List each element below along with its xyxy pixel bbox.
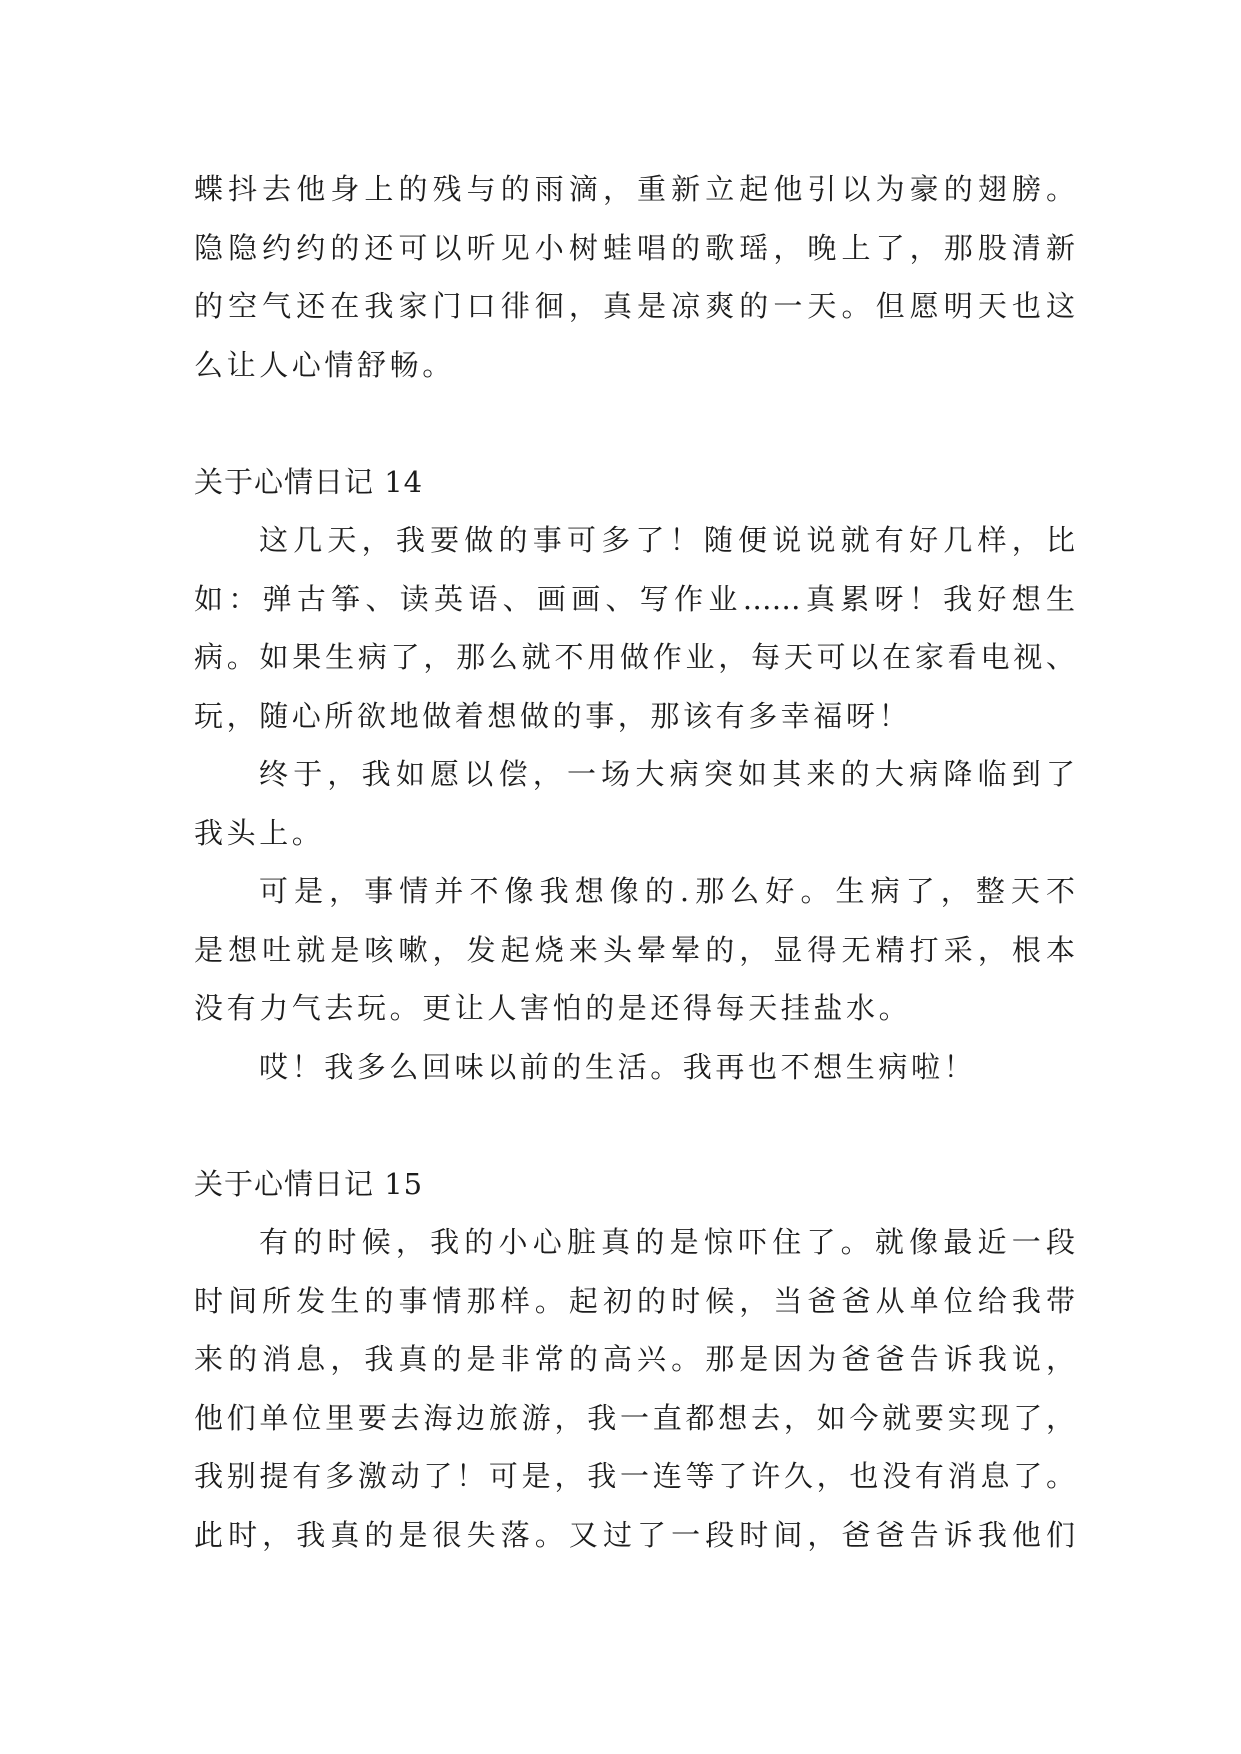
section-heading: 关于心情日记 14 [194,464,424,499]
paragraph [194,862,1075,1038]
text-line: 么让人心情舒畅。 [194,347,455,382]
text-line: 是想吐就是咳嗽，发起烧来头晕晕的，显得无精打采，根本 [194,932,1075,967]
text-line: 可是，事情并不像我想像的.那么好。生病了，整天不 [259,874,1075,908]
section-heading: 关于心情日记 15 [194,1166,424,1201]
diary-section-14 [194,453,1075,1097]
text-line: 的空气还在我家门口徘徊，真是凉爽的一天。但愿明天也这 [194,289,1075,323]
paragraph [194,745,1075,862]
paragraph [194,1038,1075,1097]
text-line: 隐隐约约的还可以听见小树蛙唱的歌瑶，晚上了，那股清新 [194,230,1075,265]
text-line: 蝶抖去他身上的残与的雨滴，重新立起他引以为豪的翅膀。 [194,172,1075,206]
text-line: 此时，我真的是很失落。又过了一段时间，爸爸告诉我他们 [194,1517,1075,1552]
text-line: 哎！我多么回味以前的生活。我再也不想生病啦！ [259,1049,977,1084]
text-line: 他们单位里要去海边旅游，我一直都想去，如今就要实现了， [194,1400,1075,1435]
text-line: 没有力气去玩。更让人害怕的是还得每天挂盐水。 [194,991,912,1025]
text-line: 有的时候，我的小心脏真的是惊吓住了。就像最近一段 [259,1225,1075,1259]
text-line: 玩，随心所欲地做着想做的事，那该有多幸福呀！ [194,698,912,733]
paragraph [194,160,1075,394]
text-line: 病。如果生病了，那么就不用做作业，每天可以在家看电视、 [194,640,1075,674]
text-line: 我别提有多激动了！可是，我一连等了许久，也没有消息了。 [194,1459,1075,1493]
text-line: 终于，我如愿以偿，一场大病突如其来的大病降临到了 [259,757,1075,791]
paragraph [194,511,1075,745]
paragraph [194,1213,1075,1564]
text-line: 来的消息，我真的是非常的高兴。那是因为爸爸告诉我说， [194,1342,1075,1376]
text-line: 如：弹古筝、读英语、画画、写作业……真累呀！我好想生 [194,581,1075,616]
text-line: 这几天，我要做的事可多了！随便说说就有好几样，比 [259,523,1075,557]
diary-section-15 [194,1155,1075,1565]
document-body [194,160,1075,1564]
text-line: 我头上。 [194,815,325,850]
text-line: 时间所发生的事情那样。起初的时候，当爸爸从单位给我带 [194,1283,1075,1318]
